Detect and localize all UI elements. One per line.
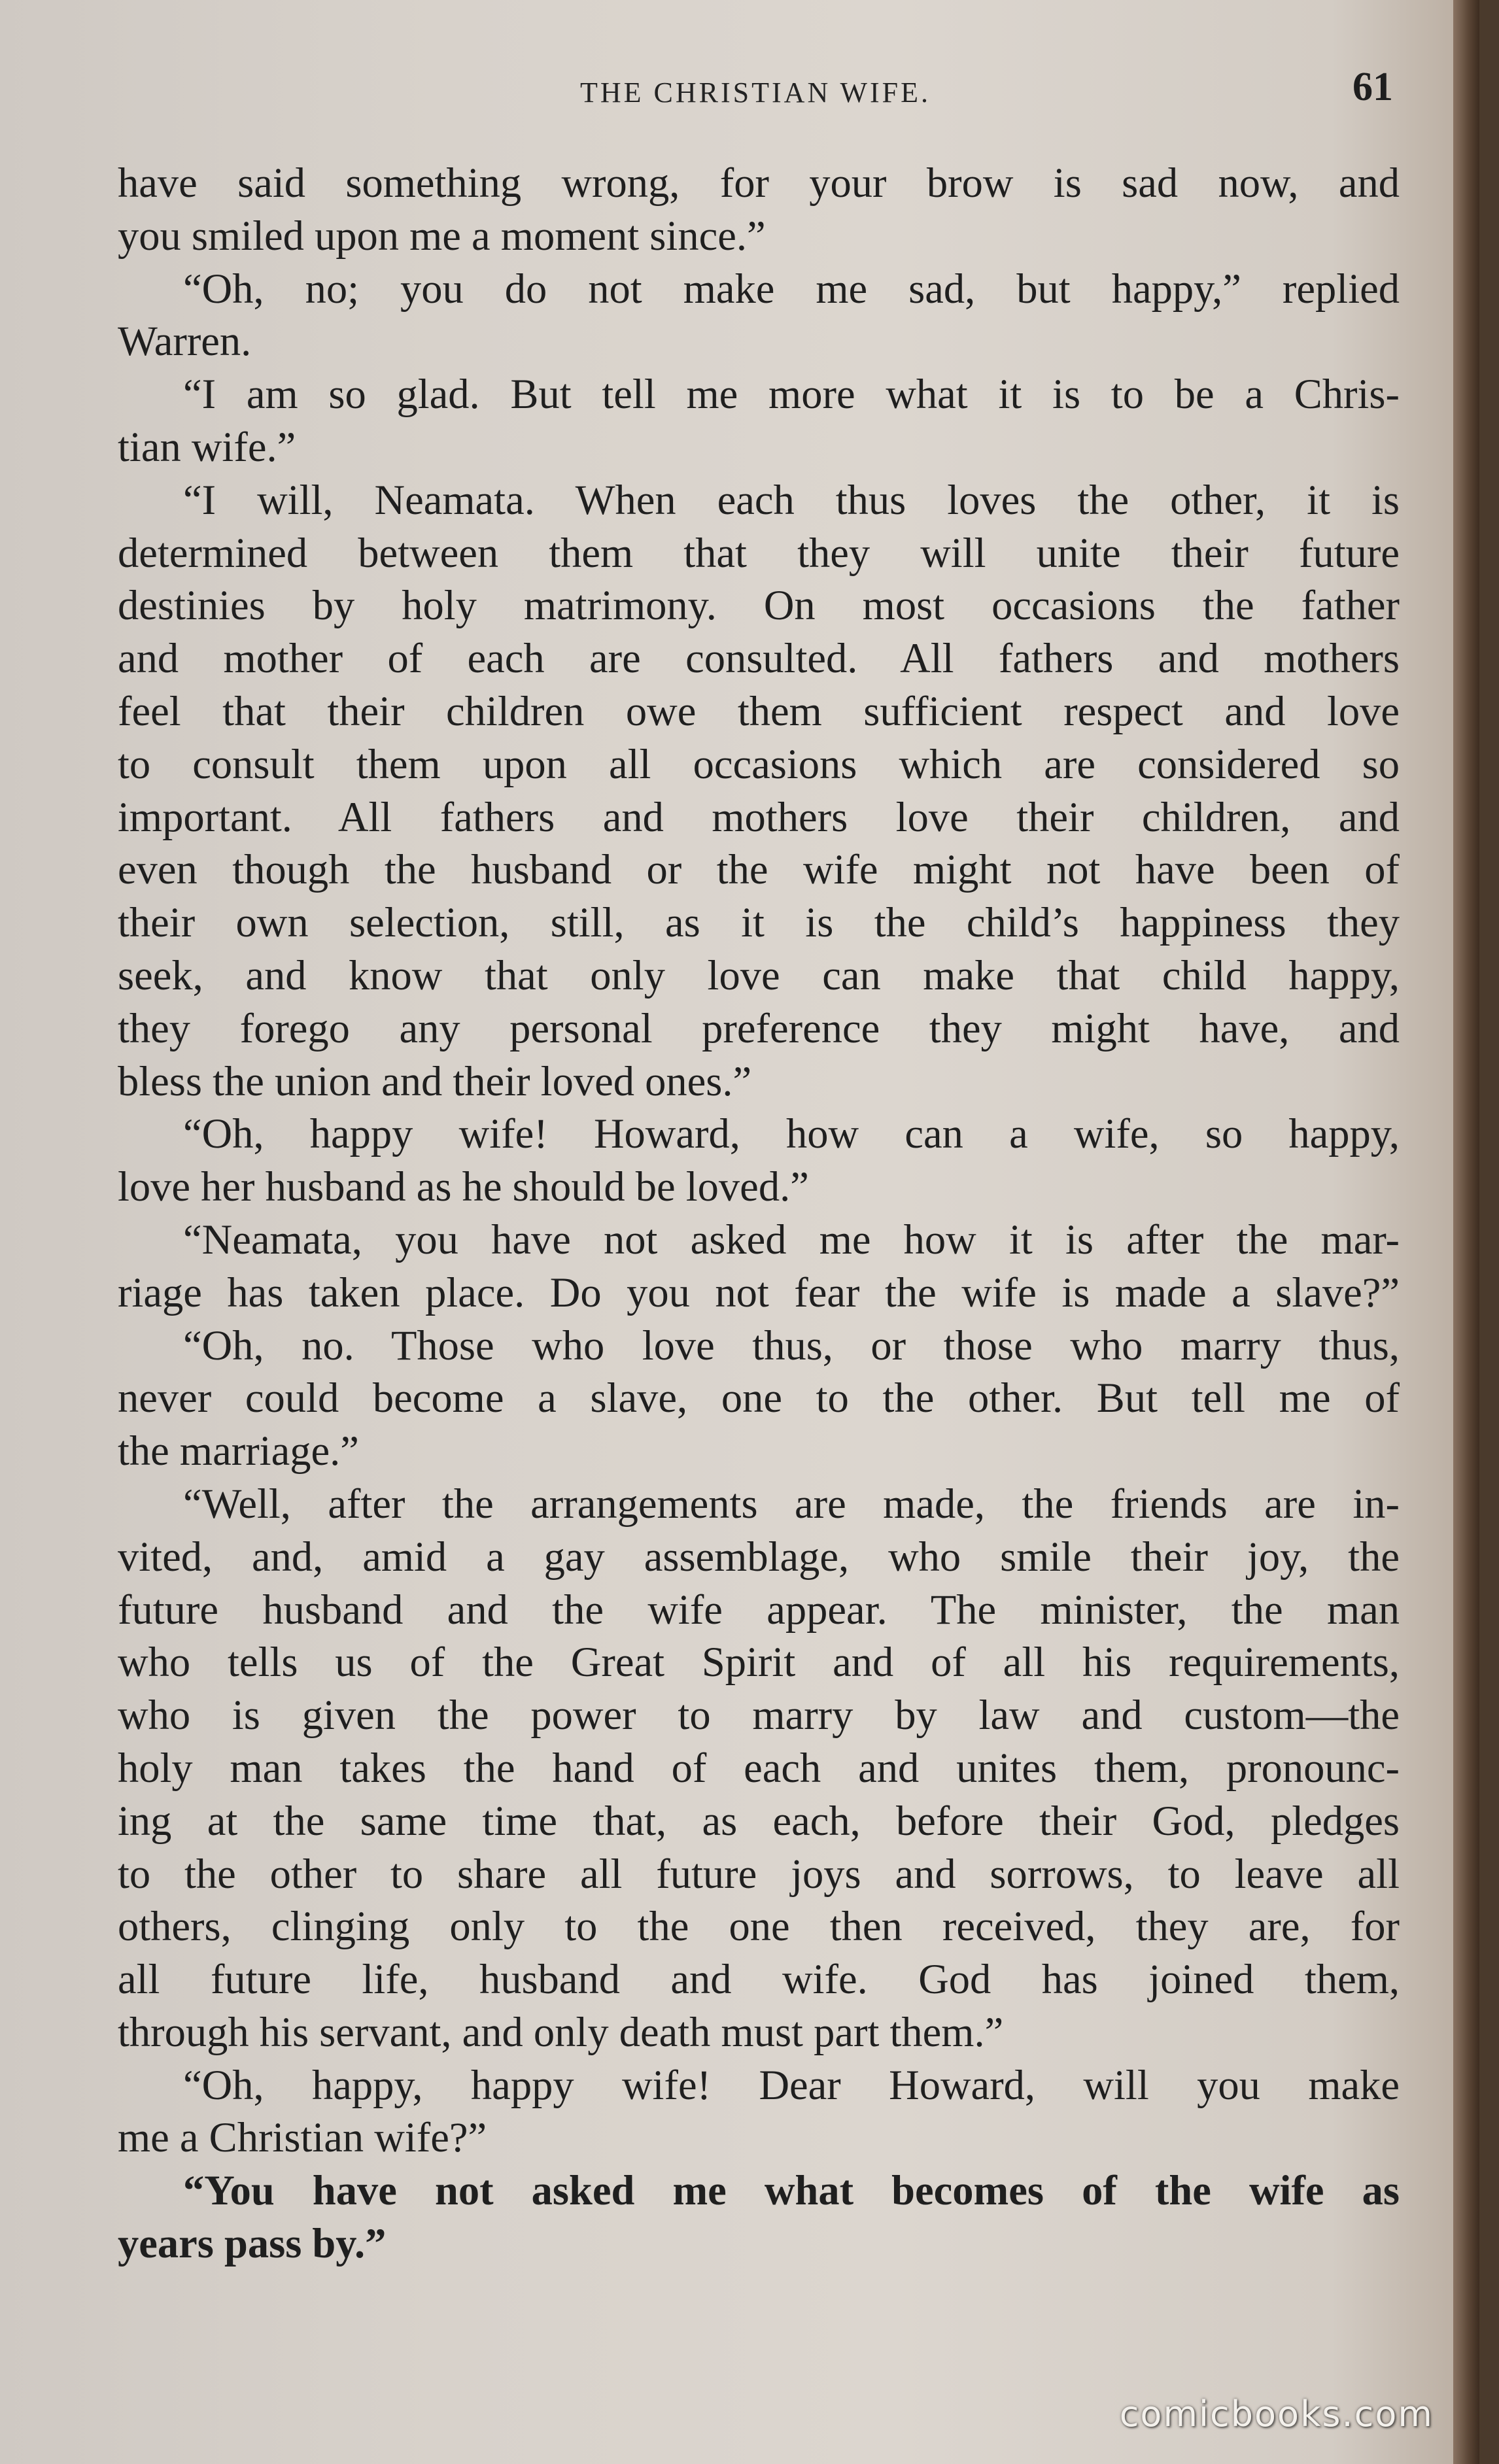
text-line: “Neamata, you have not asked me how it is after the mar- — [183, 1216, 1400, 1263]
text-line: love her husband as he should be loved.” — [118, 1163, 809, 1210]
text-line: all future life, husband and wife. God has joined them, — [118, 1956, 1400, 2003]
text-line: tian wife.” — [118, 423, 296, 470]
text-line: future husband and the wife appear. The minister, the man — [118, 1586, 1400, 1633]
text-line: bless the union and their loved ones.” — [118, 1057, 752, 1104]
text-line: ing at the same time that, as each, before their God, pledges — [118, 1797, 1400, 1844]
watermark: comicbooks.com — [1119, 2393, 1434, 2435]
text-line: to the other to share all future joys and sorrows, to leave all — [118, 1850, 1400, 1897]
text-line: seek, and know that only love can make that child happy, — [118, 951, 1400, 999]
text-line: vited, and, amid a gay assemblage, who smile their joy, the — [118, 1533, 1400, 1580]
text-line: feel that their children owe them sufficient respect and love — [118, 687, 1400, 734]
text-line: to consult them upon all occasions which are considered so — [118, 740, 1400, 787]
text-line: “I am so glad. But tell me more what it is to be a Chris- — [183, 371, 1400, 418]
text-line: “You have not asked me what becomes of the wife as — [183, 2167, 1400, 2214]
text-line: years pass by.” — [118, 2220, 387, 2267]
text-line: determined between them that they will unite their future — [118, 529, 1400, 576]
text-line: even though the husband or the wife might not have been of — [118, 846, 1400, 893]
text-line: destinies by holy matrimony. On most occasions the father — [118, 582, 1400, 629]
text-line: riage has taken place. Do you not fear the wife is made a slave?” — [118, 1269, 1400, 1316]
running-title: THE CHRISTIAN WIFE. — [580, 77, 931, 109]
book-spine-edge — [1453, 0, 1479, 2464]
text-line: others, clinging only to the one then received, they are, for — [118, 1903, 1400, 1950]
text-line: holy man takes the hand of each and unites them, pronounc- — [118, 1744, 1400, 1791]
text-line: “Well, after the arrangements are made, the friends are in- — [183, 1480, 1400, 1527]
text-line: through his servant, and only death must part them.” — [118, 2008, 1004, 2055]
text-line: “Oh, happy, happy wife! Dear Howard, will you make — [183, 2061, 1400, 2108]
text-line: “Oh, no; you do not make me sad, but happy,” replied — [183, 265, 1400, 312]
text-line: “Oh, happy wife! Howard, how can a wife, so happy, — [183, 1110, 1400, 1157]
text-line: who tells us of the Great Spirit and of all his requirements, — [118, 1639, 1400, 1686]
text-line: important. All fathers and mothers love their children, and — [118, 793, 1400, 840]
text-line: the marriage.” — [118, 1428, 359, 1475]
text-line: never could become a slave, one to the other. But tell me of — [118, 1375, 1400, 1422]
text-line: “Oh, no. Those who love thus, or those who marry thus, — [183, 1322, 1400, 1369]
text-line: “I will, Neamata. When each thus loves the other, it is — [183, 476, 1400, 523]
text-line: their own selection, still, as it is the child’s happiness they — [118, 899, 1400, 946]
text-line: you smiled upon me a moment since.” — [118, 212, 766, 259]
page-number: 61 — [1353, 65, 1393, 109]
page-header — [118, 64, 1393, 123]
text-line: me a Christian wife?” — [118, 2114, 487, 2161]
text-line: have said something wrong, for your brow is sad now, and — [118, 160, 1400, 206]
text-line: they forego any personal preference they might have, and — [118, 1004, 1400, 1052]
text-line: Warren. — [118, 318, 252, 365]
body-text — [118, 157, 1400, 2270]
text-line: who is given the power to marry by law and custom—the — [118, 1692, 1400, 1739]
text-line: and mother of each are consulted. All fathers and mothers — [118, 635, 1400, 682]
